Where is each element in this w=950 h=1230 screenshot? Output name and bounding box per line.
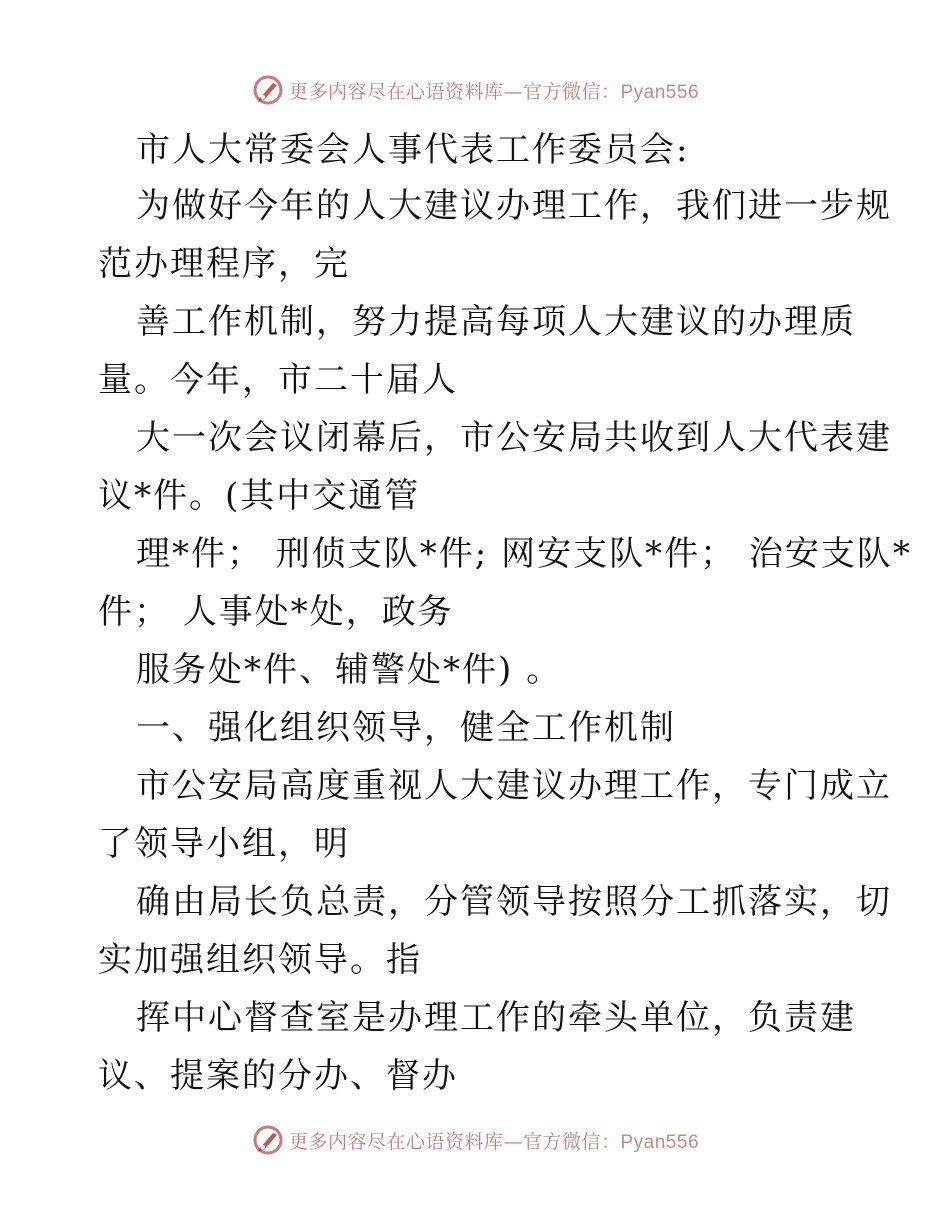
text-line: 市人大常委会人事代表工作委员会: [136, 130, 690, 170]
text-line: 挥中心督查室是办理工作的牵头单位，负责建 [136, 998, 856, 1038]
text-line: 理*件； 刑侦支队*件; 网安支队*件； 治安支队* [136, 534, 912, 574]
watermark-text [289, 77, 699, 104]
watermark-text [289, 1127, 699, 1154]
footer-watermark [0, 1120, 950, 1160]
watermark-separator: — [503, 1130, 523, 1153]
text-line: 服务处*件、辅警处*件) 。 [136, 650, 563, 690]
pen-logo-icon [251, 73, 285, 107]
watermark-separator: — [503, 80, 523, 103]
watermark-sub-text: 官方微信： [522, 1130, 621, 1153]
pen-logo-icon [251, 1123, 285, 1157]
text-line: 范办理程序，完 [98, 244, 350, 284]
text-line: 确由局长负总责，分管领导按照分工抓落实，切 [136, 882, 892, 922]
watermark-main-text: 更多内容尽在心语资料库 [288, 80, 504, 103]
watermark-main-text: 更多内容尽在心语资料库 [288, 1130, 504, 1153]
watermark-wechat-id: Pyan556 [620, 81, 700, 103]
text-line: 量。今年，市二十届人 [98, 360, 458, 400]
watermark-sub-text: 官方微信： [522, 80, 621, 103]
text-line: 善工作机制，努力提高每项人大建议的办理质 [136, 302, 856, 342]
header-watermark [0, 70, 950, 110]
text-line: 议、提案的分办、督办 [98, 1056, 458, 1096]
text-line: 实加强组织领导。指 [98, 940, 422, 980]
watermark-wechat-id: Pyan556 [620, 1131, 700, 1153]
text-line: 为做好今年的人大建议办理工作，我们进一步规 [136, 186, 892, 226]
text-line: 件； 人事处*处，政务 [98, 592, 454, 632]
text-line: 市公安局高度重视人大建议办理工作，专门成立 [136, 766, 892, 806]
text-line: 了领导小组，明 [98, 824, 350, 864]
text-line: 议*件。(其中交通管 [98, 476, 421, 516]
section-heading: 一、强化组织领导，健全工作机制 [136, 708, 676, 748]
text-line: 大一次会议闭幕后，市公安局共收到人大代表建 [136, 418, 892, 458]
